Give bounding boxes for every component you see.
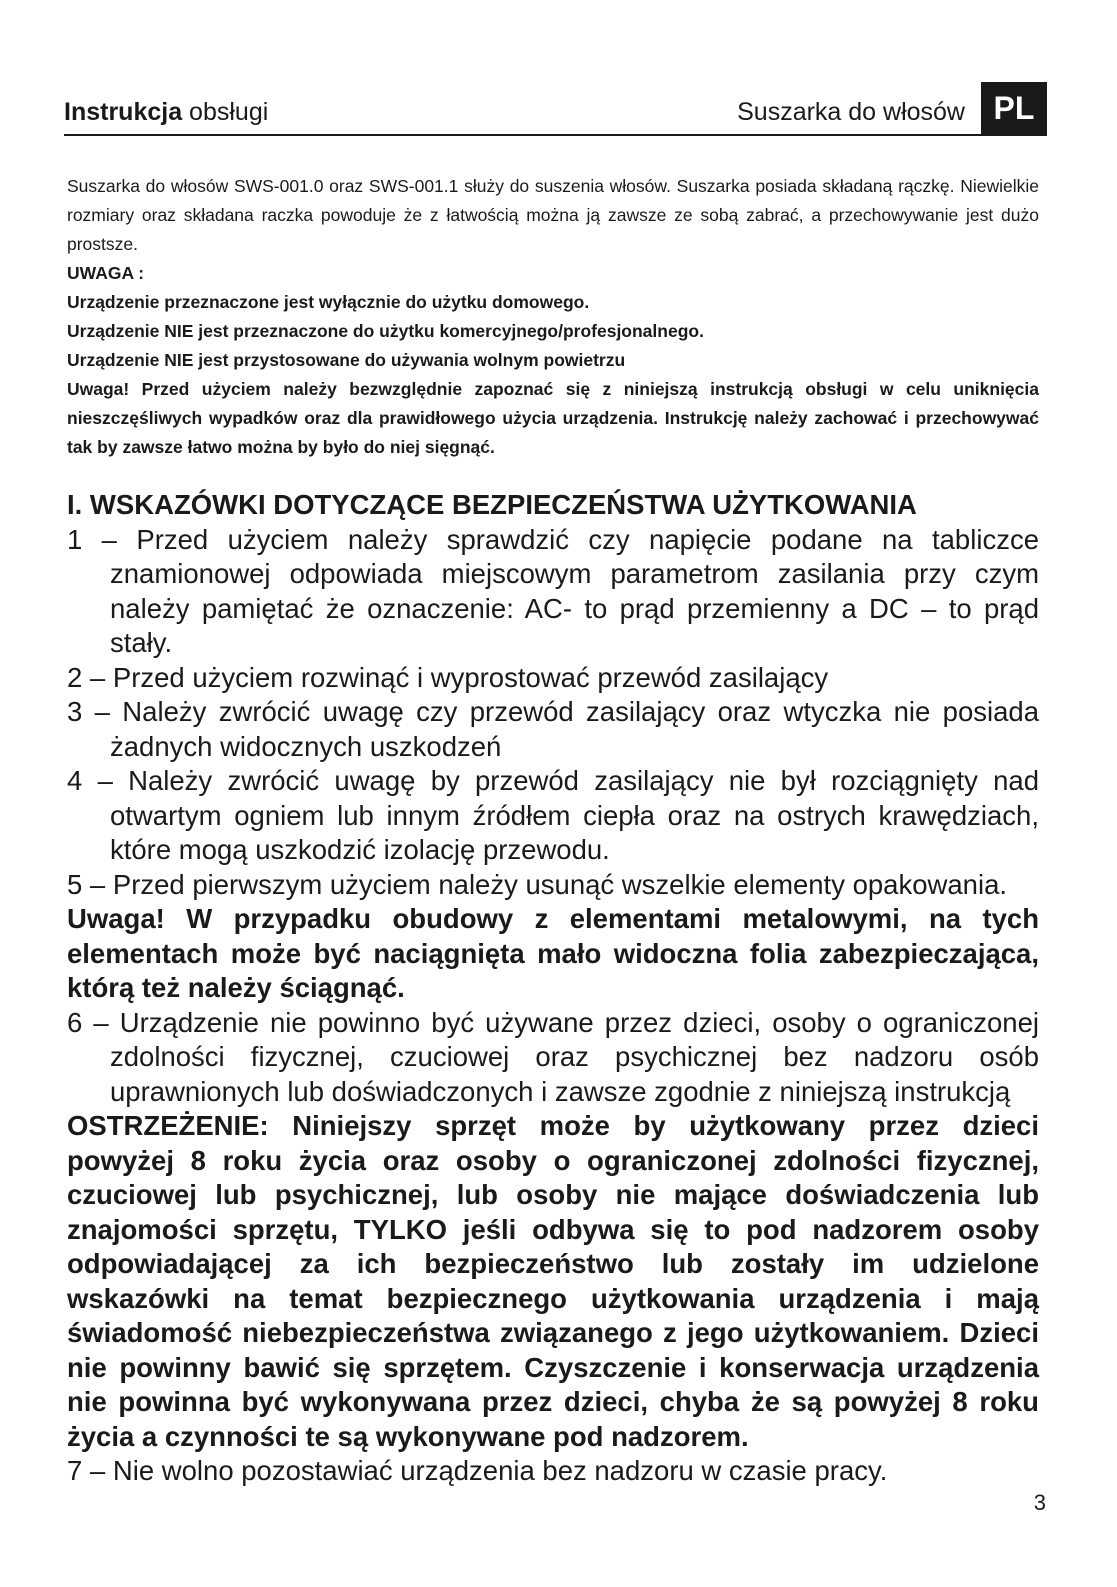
read-manual-warning: Uwaga! Przed użyciem należy bezwzględnie zapoznać się z niniejszą instrukcją obsługi w celu uniknięcia nieszczęśliwych wypadków oraz dla prawidłowego użycia urządzenia. Instrukcję należy zachować i przechowywać tak by zawsze łatwo można by było do niej sięgnąć.	[67, 379, 1039, 457]
casing-film-warning: Uwaga! W przypadku obudowy z elementami metalowymi, na tych elementach może być naciągnięta mało widoczna folia zabezpieczająca, którą też należy ściągnąć.	[67, 903, 1039, 1003]
product-name: Suszarka do włosów	[737, 98, 965, 126]
safety-item-3: 3 – Należy zwrócić uwagę czy przewód zasilający oraz wtyczka nie posiada żadnych widocznych uszkodzeń	[67, 696, 1039, 762]
safety-item-4: 4 – Należy zwrócić uwagę by przewód zasilający nie był rozciągnięty nad otwartym ogniem lub innym źródłem ciepła oraz na ostrych krawędziach, które mogą uszkodzić izolację przewodu.	[67, 765, 1039, 865]
attention-label: UWAGA :	[67, 263, 145, 283]
document-title	[64, 98, 268, 127]
safety-item-1: 1 – Przed użyciem należy sprawdzić czy napięcie podane na tabliczce znamionowej odpowiada miejscowym parametrom zasilania przy czym należy pamiętać że oznaczenie: AC- to prąd przemienny a DC – to prąd stały.	[67, 523, 1039, 658]
language-badge: PL	[981, 82, 1047, 134]
safety-item-6: 6 – Urządzenie nie powinno być używane przez dzieci, osoby o ograniczonej zdolności fizycznej, czuciowej oraz psychicznej bez nadzoru osób uprawnionych lub doświadczonych i zawsze zgodnie z niniejszą instrukcją	[67, 1006, 1039, 1107]
safety-item-7: 7 – Nie wolno pozostawiać urządzenia bez nadzoru w czasie pracy.	[67, 1455, 888, 1486]
safety-item-2: 2 – Przed użyciem rozwinąć i wyprostować przewód zasilający	[67, 661, 829, 693]
safety-item-5: 5 – Przed pierwszym użyciem należy usunąć wszelkie elementy opakowania.	[67, 868, 1008, 900]
children-warning: OSTRZEŻENIE: Niniejszy sprzęt może by użytkowany przez dzieci powyżej 8 roku życia oraz osoby o ograniczonej zdolności fizycznej, czuciowej lub psychicznej, lub osoby nie mające doświadczenia lub znajomości sprzętu, TYLKO jeśli odbywa się to pod nadzorem osoby odpowiadającej za ich bezpieczeństwo lub zostały im udzielone wskazówki na temat bezpiecznego użytkowania urządzenia i mają świadomość niebezpieczeństwa związanego z jego użytkowaniem. Dzieci nie powinny bawić się sprzętem. Czyszczenie i konserwacja urządzenia nie powinna być wykonywana przez dzieci, chyba że są powyżej 8 roku życia a czynności te są wykonywane pod nadzorem.	[67, 1110, 1039, 1452]
intro-block	[67, 172, 1039, 462]
product-description: Suszarka do włosów SWS-001.0 oraz SWS-001.1 służy do suszenia włosów. Suszarka posiada składaną rączkę. Niewielkie rozmiary oraz składana raczka powoduje że z łatwością można ją zawsze ze sobą zabrać, a przechowywanie jest dużo prostsze.	[67, 176, 1039, 254]
document-title-rest: obsługi	[182, 98, 269, 126]
usage-note-domestic: Urządzenie przeznaczone jest wyłącznie do użytku domowego.	[67, 292, 590, 312]
page-number: 3	[1033, 1490, 1046, 1515]
page-content	[67, 172, 1039, 1489]
section-title: I. WSKAZÓWKI DOTYCZĄCE BEZPIECZEŃSTWA UŻYTKOWANIA	[67, 489, 917, 520]
safety-section	[67, 488, 1039, 1489]
usage-note-outdoor: Urządzenie NIE jest przystosowane do używania wolnym powietrzu	[67, 350, 626, 370]
document-title-bold: Instrukcja	[64, 98, 183, 126]
page-header	[64, 82, 1047, 136]
usage-note-commercial: Urządzenie NIE jest przeznaczone do użytku komercyjnego/profesjonalnego.	[67, 321, 704, 341]
